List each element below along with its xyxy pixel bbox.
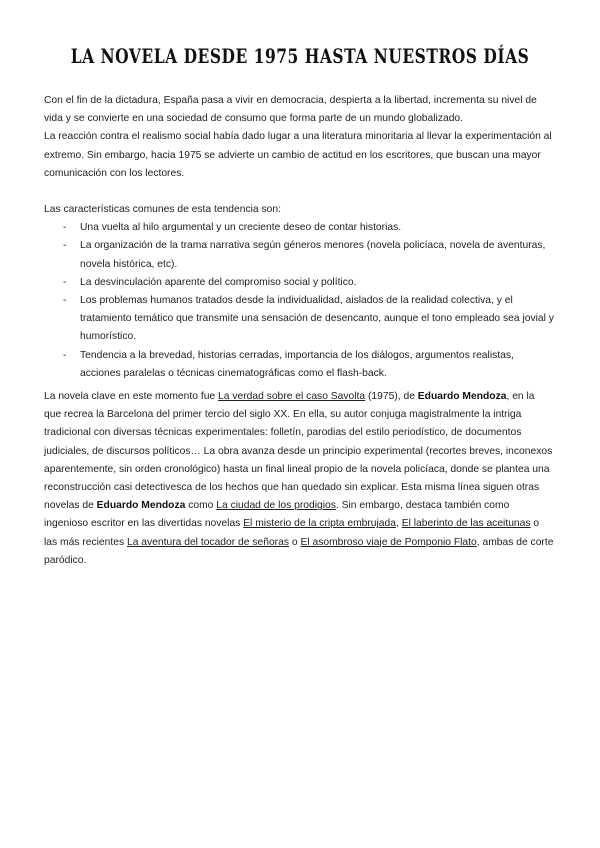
intro-paragraph-1: Con el fin de la dictadura, España pasa a vivir en democracia, despierta a la libertad, incrementa su nivel de vida y se convierte en una sociedad de consumo que forma parte de un mundo globalizado.: [44, 95, 537, 125]
text-run: o: [289, 536, 301, 548]
text-run: o las más recientes: [44, 518, 540, 548]
book-title-savolta: La verdad sobre el caso Savolta: [218, 391, 366, 403]
book-title-tocador: La aventura del tocador de señoras: [126, 536, 289, 548]
list-item: - Tendencia a la brevedad, historias cerradas, importancia de los diálogos, argumentos realistas, acciones paralelas o técnicas cinematográficas como el flash-back.: [44, 347, 554, 383]
author-name: Eduardo Mendoza: [417, 391, 507, 403]
text-run: ,: [396, 518, 402, 530]
list-item: - La desvinculación aparente del compromiso social y político.: [44, 274, 554, 292]
page-title: LA NOVELA DESDE 1975 HASTA NUESTROS DÍAS: [70, 44, 530, 68]
book-title-aceitunas: El laberinto de las aceitunas: [401, 518, 531, 530]
list-item: - Los problemas humanos tratados desde la individualidad, aislados de la realidad colectiva, y el tratamiento temático que transmite una sensación de desencanto, aunque el tono empleado sea jovial y humorístico.: [44, 292, 554, 347]
text-run: (1975), de: [365, 391, 418, 403]
features-heading: Las características comunes de esta tendencia son:: [44, 204, 281, 216]
mendoza-paragraph: [44, 388, 554, 570]
list-item: - La organización de la trama narrativa según géneros menores (novela policíaca, novela de aventuras, novela histórica, etc).: [44, 237, 554, 273]
text-run: como: [185, 500, 217, 512]
list-item: - Una vuelta al hilo argumental y un creciente deseo de contar historias.: [44, 219, 554, 237]
text-run: La novela clave en este momento fue: [44, 391, 219, 403]
document-body: [44, 92, 554, 570]
features-list: [44, 219, 554, 383]
text-run: . Sin embargo, destaca también como ingenioso escritor en las divertidas novelas: [44, 500, 510, 530]
book-title-cripta: El misterio de la cripta embrujada: [243, 518, 396, 530]
text-run: , ambas de corte paródico.: [44, 536, 554, 566]
intro-paragraph-2: La reacción contra el realismo social había dado lugar a una literatura minoritaria al llevar la experimentación al extremo. Sin embargo, hacia 1975 se advierte un cambio de actitud en los escritores, que buscan una mayor comunicación con los lectores.: [44, 131, 552, 179]
text-run: , en la que recrea la Barcelona del primer tercio del siglo XX. En ella, su autor conjuga magistralmente la intriga tradicional con diversas técnicas experimentales: folletín, parodias del estilo periodístico, de documentos judiciales, de discursos políticos… La obra avanza desde un principio experimental (recortes breves, inconexos aparentemente, sin orden cronológico) hasta un final lineal propio de la novela policíaca, donde se plantea una reconstrucción casi detectivesca de los hechos que han quedado sin explicar. Esta misma línea siguen otras novelas de: [44, 391, 553, 512]
book-title-prodigios: La ciudad de los prodigios: [216, 500, 336, 512]
author-name: Eduardo Mendoza: [96, 500, 186, 512]
book-title-pomponio: El asombroso viaje de Pomponio Flato: [300, 536, 477, 548]
